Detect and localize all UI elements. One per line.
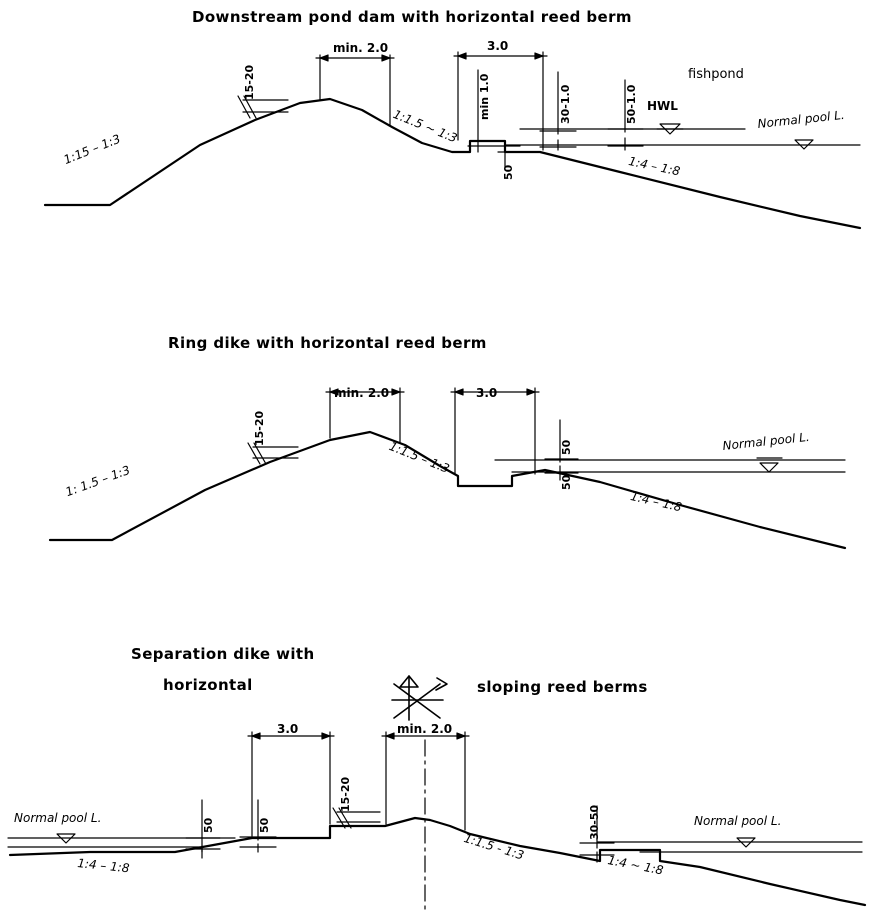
fig3-title-line1: Separation dike with bbox=[131, 645, 315, 663]
fig3-depth-left-b-label: 50 bbox=[258, 817, 271, 833]
fig1-crest-dimension bbox=[316, 55, 394, 126]
fig3-berm-width-label: 3.0 bbox=[277, 722, 299, 736]
fig2-depth-b-label: 50 bbox=[560, 474, 573, 490]
fig3-left-slope-label: 1:4 – 1:8 bbox=[76, 856, 131, 876]
fig1-berm-dimension bbox=[454, 52, 547, 150]
fig1-title: Downstream pond dam with horizontal reed berm bbox=[192, 8, 632, 26]
fig3-crest-width-label: min. 2.0 bbox=[397, 722, 453, 736]
fig1-hwl-label: HWL bbox=[647, 99, 678, 113]
fig2-normal-pool-label: Normal pool L. bbox=[721, 429, 811, 453]
fig1-crest-slope-label: 1:1.5 ~ 1:3 bbox=[391, 107, 460, 146]
fig2-berm-width-label: 3.0 bbox=[476, 386, 498, 400]
fig3-depth-right-label: 30-50 bbox=[588, 804, 601, 840]
fig1-fishpond-label: fishpond bbox=[688, 67, 744, 82]
fig1-hwl-symbol bbox=[657, 124, 683, 134]
fig3-crest-slope-label: 1:1.5 - 1:3 bbox=[462, 831, 526, 863]
fig1-berm-depth-b-label: 50-1.0 bbox=[625, 84, 638, 124]
fig3-symmetry-symbol bbox=[392, 676, 447, 720]
fig2-crest-width-label: min. 2.0 bbox=[334, 386, 390, 400]
fig1-upstream-slope-label: 1:15 – 1:3 bbox=[61, 131, 123, 168]
fig2-downstream-slope-label: 1:4 – 1:8 bbox=[629, 489, 684, 515]
fig1-min-depth-label: min 1.0 bbox=[478, 73, 491, 120]
fig3-depth-left-a-label: 50 bbox=[202, 817, 215, 833]
fig2-title: Ring dike with horizontal reed berm bbox=[168, 334, 487, 352]
fig3-water-lines bbox=[8, 838, 862, 852]
fig3-depth-marks bbox=[186, 800, 614, 862]
fig1-dam-profile bbox=[45, 99, 860, 228]
fig1-berm-width-label: 3.0 bbox=[487, 39, 509, 53]
fig1-inner-depth-label: 50 bbox=[502, 164, 515, 180]
fig3-freeboard-label: 15-20 bbox=[339, 776, 352, 812]
fig3-title-line3: sloping reed berms bbox=[477, 678, 648, 696]
fig3-dam-profile bbox=[10, 818, 865, 905]
fig3-title-line2: horizontal bbox=[163, 676, 253, 694]
fig1-berm-depth-a-label: 30-1.0 bbox=[559, 84, 572, 124]
fig2-upstream-slope-label: 1: 1.5 – 1:3 bbox=[63, 462, 132, 500]
fig1-downstream-slope-label: 1:4 – 1:8 bbox=[627, 154, 682, 179]
fig2-freeboard-label: 15-20 bbox=[253, 410, 266, 446]
fig2-crest-slope-label: 1:1.5 – 1:3 bbox=[387, 439, 452, 476]
fig2-berm-dimension bbox=[451, 388, 539, 474]
fig3-right-slope-label: 1:4 ~ 1:8 bbox=[606, 853, 665, 878]
fig3-normal-pool-left-label: Normal pool L. bbox=[14, 811, 102, 825]
fig3-normal-pool-right-label: Normal pool L. bbox=[694, 814, 782, 828]
fig1-crest-width-label: min. 2.0 bbox=[333, 41, 389, 55]
fig2-depth-a-label: 50 bbox=[560, 439, 573, 455]
fig1-normal-pool-label: Normal pool L. bbox=[756, 107, 846, 131]
fig1-freeboard-label: 15-20 bbox=[243, 64, 256, 100]
